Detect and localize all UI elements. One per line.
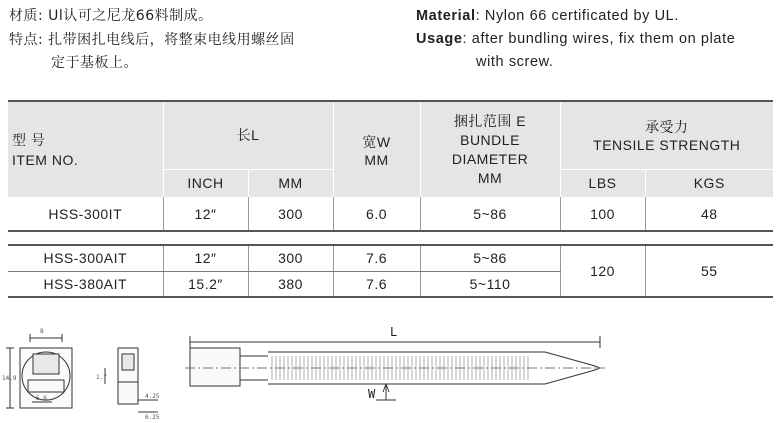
header-inch: INCH [163, 169, 248, 197]
dimension-W [376, 384, 396, 400]
material-text: : Nylon 66 certificated by UL. [475, 8, 679, 24]
header-lbs: LBS [560, 169, 645, 197]
header-width-cn: 宽W [362, 133, 391, 150]
header-tensile [560, 101, 773, 169]
head-side-view [105, 348, 158, 412]
usage-text: : after bundling wires, fix them on plate [462, 31, 736, 47]
dim-14-9: 14.9 [2, 375, 17, 382]
header-model-cn: 型 号 [12, 131, 46, 148]
header-tensile-en: TENSILE STRENGTH [593, 137, 741, 154]
dim-8: 8 [40, 328, 44, 335]
dim-5-6: 5.6 [36, 395, 47, 402]
table-header-row1 [8, 101, 773, 169]
header-item-no [8, 101, 163, 197]
cell-width: 7.6 [333, 271, 420, 297]
cell-bundle: 5~86 [420, 197, 560, 231]
cell-kgs: 55 [645, 245, 773, 297]
header-width-mm: MM [364, 151, 389, 168]
material-cn: 材质: Ul认可之尼龙66料制成。 [9, 8, 213, 24]
header-bundle-cn: 捆扎范围 E [453, 112, 527, 129]
cell-inch: 12″ [163, 245, 248, 271]
header-width [333, 101, 420, 197]
technical-drawing [0, 318, 778, 423]
cell-mm: 300 [248, 245, 333, 271]
cable-tie-ridges [272, 356, 528, 380]
header-length: 长L [163, 101, 333, 169]
usage-en [416, 31, 735, 47]
cell-kgs: 48 [645, 197, 773, 231]
cable-tie-body [185, 348, 605, 386]
cell-item: HSS-380AIT [8, 271, 163, 297]
cell-lbs: 120 [560, 245, 645, 297]
table-row [8, 245, 773, 271]
dim-4-25: 4.25 [145, 393, 160, 400]
material-label: Material [416, 8, 476, 24]
cell-width: 7.6 [333, 245, 420, 271]
table-gap [8, 231, 773, 245]
label-W: W [368, 387, 376, 401]
cell-mm: 380 [248, 271, 333, 297]
cell-width: 6.0 [333, 197, 420, 231]
label-L: L [390, 325, 398, 339]
table-row [8, 197, 773, 231]
usage-en-line2: with screw. [476, 54, 554, 70]
usage-cn-line1: 特点: 扎带困扎电线后，将整束电线用螺丝固 [9, 32, 295, 48]
cell-inch: 12″ [163, 197, 248, 231]
cell-lbs: 100 [560, 197, 645, 231]
header-model-en: ITEM NO. [12, 151, 79, 168]
material-en [416, 8, 679, 24]
header-bundle-en1: BUNDLE [460, 131, 520, 148]
cell-item: HSS-300AIT [8, 245, 163, 271]
cell-inch: 15.2″ [163, 271, 248, 297]
header-bundle-mm: MM [477, 169, 503, 186]
cell-bundle: 5~86 [420, 245, 560, 271]
dim-6-25: 6.25 [145, 414, 160, 421]
header-kgs: KGS [645, 169, 773, 197]
header-mm: MM [248, 169, 333, 197]
cell-mm: 300 [248, 197, 333, 231]
header-tensile-cn: 承受力 [645, 119, 689, 136]
cell-bundle: 5~110 [420, 271, 560, 297]
usage-cn-line2: 定于基板上。 [51, 55, 138, 71]
dim-1-7: 1.7 [96, 374, 107, 381]
cell-item: HSS-300IT [8, 197, 163, 231]
usage-label: Usage [416, 31, 463, 47]
header-bundle-en2: DIAMETER [451, 150, 529, 167]
header-bundle [420, 101, 560, 197]
spec-table [8, 100, 773, 298]
